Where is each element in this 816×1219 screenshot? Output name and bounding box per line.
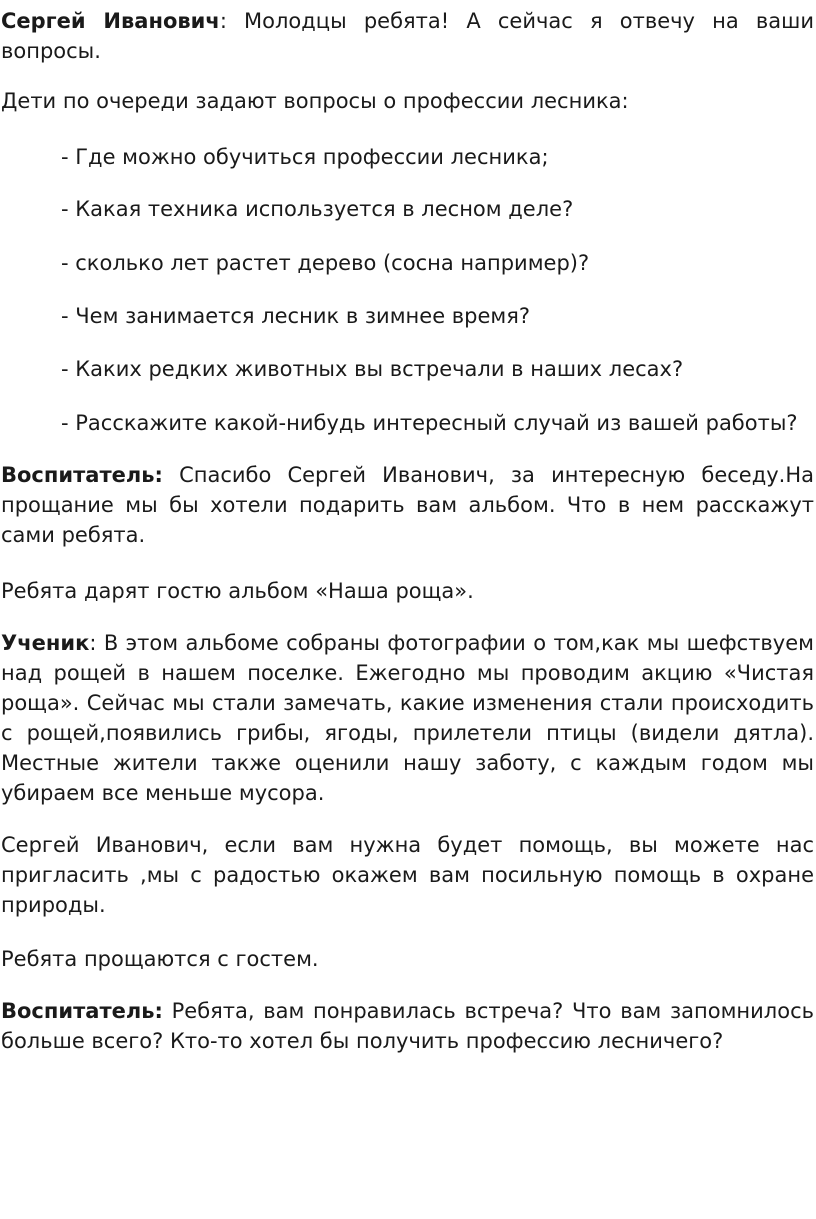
speaker-name: Сергей Иванович bbox=[1, 9, 220, 33]
paragraph-text: Ребята, вам понравилась встреча? Что вам запомнилось больше всего? Кто-то хотел бы получить профессию лесничего? bbox=[1, 999, 814, 1053]
paragraph-children-ask bbox=[1, 86, 814, 116]
question-text: - Расскажите какой-нибудь интересный случай из вашей работы? bbox=[61, 411, 798, 435]
paragraph-album-gift bbox=[1, 576, 814, 606]
paragraph-sergey-greeting bbox=[1, 6, 814, 66]
paragraph-teacher-thanks bbox=[1, 460, 814, 550]
speaker-name: Ученик bbox=[1, 631, 90, 655]
question-text: - сколько лет растет дерево (сосна например)? bbox=[61, 251, 590, 275]
paragraph-text: Спасибо Сергей Иванович, за интересную беседу.На прощание мы бы хотели подарить вам альбом. Что в нем расскажут сами ребята. bbox=[1, 463, 814, 547]
paragraph-text: : В этом альбоме собраны фотографии о том,как мы шефствуем над рощей в нашем поселке. Ежегодно мы проводим акцию «Чистая роща». Сейчас мы стали замечать, какие изменения стали происходить с рощей,появились грибы, ягоды, прилетели птицы (видели дятла). Местные жители также оценили нашу заботу, с каждым годом мы убираем все меньше мусора. bbox=[1, 631, 814, 805]
speaker-name: Воспитатель: bbox=[1, 463, 163, 487]
paragraph-text: : Молодцы ребята! А сейчас я отвечу на ваши вопросы. bbox=[1, 9, 814, 63]
paragraph-text: Сергей Иванович, если вам нужна будет помощь, вы можете нас пригласить ,мы с радостью окажем вам посильную помощь в охране природы. bbox=[1, 833, 814, 917]
question-text: - Чем занимается лесник в зимнее время? bbox=[61, 304, 531, 328]
question-item bbox=[1, 142, 814, 172]
paragraph-text: Ребята дарят гостю альбом «Наша роща». bbox=[1, 579, 474, 603]
paragraph-farewell bbox=[1, 944, 814, 974]
question-item bbox=[1, 194, 814, 224]
speaker-name: Воспитатель: bbox=[1, 999, 163, 1023]
question-item bbox=[1, 354, 814, 384]
paragraph-text: Ребята прощаются с гостем. bbox=[1, 947, 319, 971]
paragraph-text: Дети по очереди задают вопросы о профессии лесника: bbox=[1, 89, 629, 113]
question-item bbox=[1, 248, 814, 278]
question-text: - Где можно обучиться профессии лесника; bbox=[61, 145, 549, 169]
paragraph-help-offer bbox=[1, 830, 814, 920]
question-text: - Каких редких животных вы встречали в наших лесах? bbox=[61, 357, 684, 381]
paragraph-teacher-closing bbox=[1, 996, 814, 1056]
paragraph-student-speech bbox=[1, 628, 814, 808]
question-text: - Какая техника используется в лесном деле? bbox=[61, 197, 574, 221]
question-item bbox=[1, 408, 814, 438]
question-item bbox=[1, 301, 814, 331]
